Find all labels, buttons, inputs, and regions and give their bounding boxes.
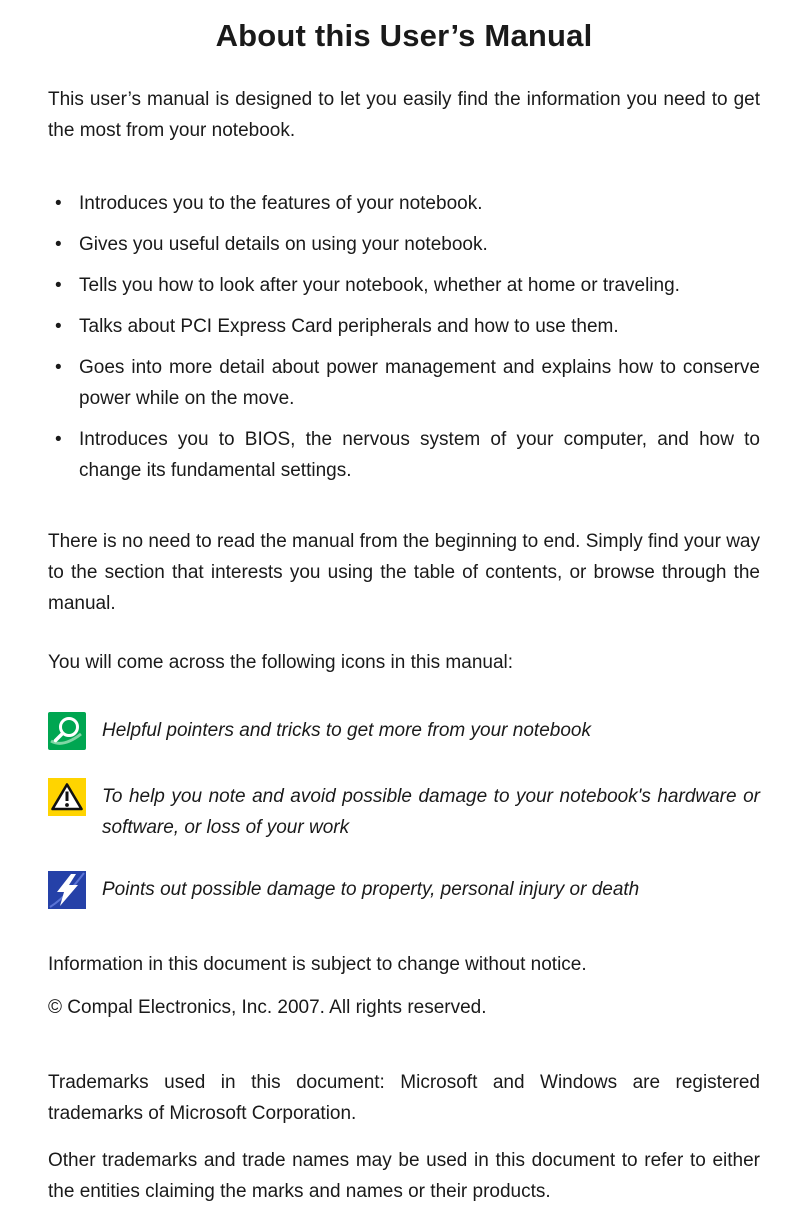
icon-note-row-warning [48,871,760,909]
intro-paragraph: This user’s manual is designed to let you easily find the information you need to get the most from your notebook. [48,89,760,141]
tip-icon [48,712,86,750]
warning-icon [48,871,86,909]
list-item: • Goes into more detail about power management and explains how to conserve power while on the move. [48,352,760,414]
list-item: • Gives you useful details on using your notebook. [48,229,760,260]
copyright-text: © Compal Electronics, Inc. 2007. All rights reserved. [48,997,487,1018]
icon-note-text: Helpful pointers and tricks to get more from your notebook [102,720,591,741]
page-title: About this User’s Manual [215,18,593,53]
trademark-paragraph-2: Other trademarks and trade names may be used in this document to refer to either the entities claiming the marks and names or their products. [48,1150,760,1202]
reading-guide-paragraph: There is no need to read the manual from the beginning to end. Simply find your way to the section that interests you using the table of contents, or browse through the manual. [48,531,760,614]
trademark-paragraph-1: Trademarks used in this document: Microsoft and Windows are registered trademarks of Microsoft Corporation. [48,1072,760,1124]
icon-note-row-caution [48,778,760,843]
list-item: • Introduces you to BIOS, the nervous system of your computer, and how to change its fundamental settings. [48,424,760,486]
icon-note-text: Points out possible damage to property, personal injury or death [102,879,640,900]
icon-note-text: To help you note and avoid possible damage to your notebook's hardware or software, or loss of your work [102,786,760,838]
icon-note-row-tip [48,712,760,750]
change-notice-text: Information in this document is subject to change without notice. [48,954,587,975]
caution-icon [48,778,86,816]
list-item: • Talks about PCI Express Card peripherals and how to use them. [48,311,760,342]
list-item: • Introduces you to the features of your notebook. [48,188,760,219]
icons-intro-paragraph: You will come across the following icons in this manual: [48,652,514,673]
list-item: • Tells you how to look after your notebook, whether at home or traveling. [48,270,760,301]
features-list [48,188,760,486]
